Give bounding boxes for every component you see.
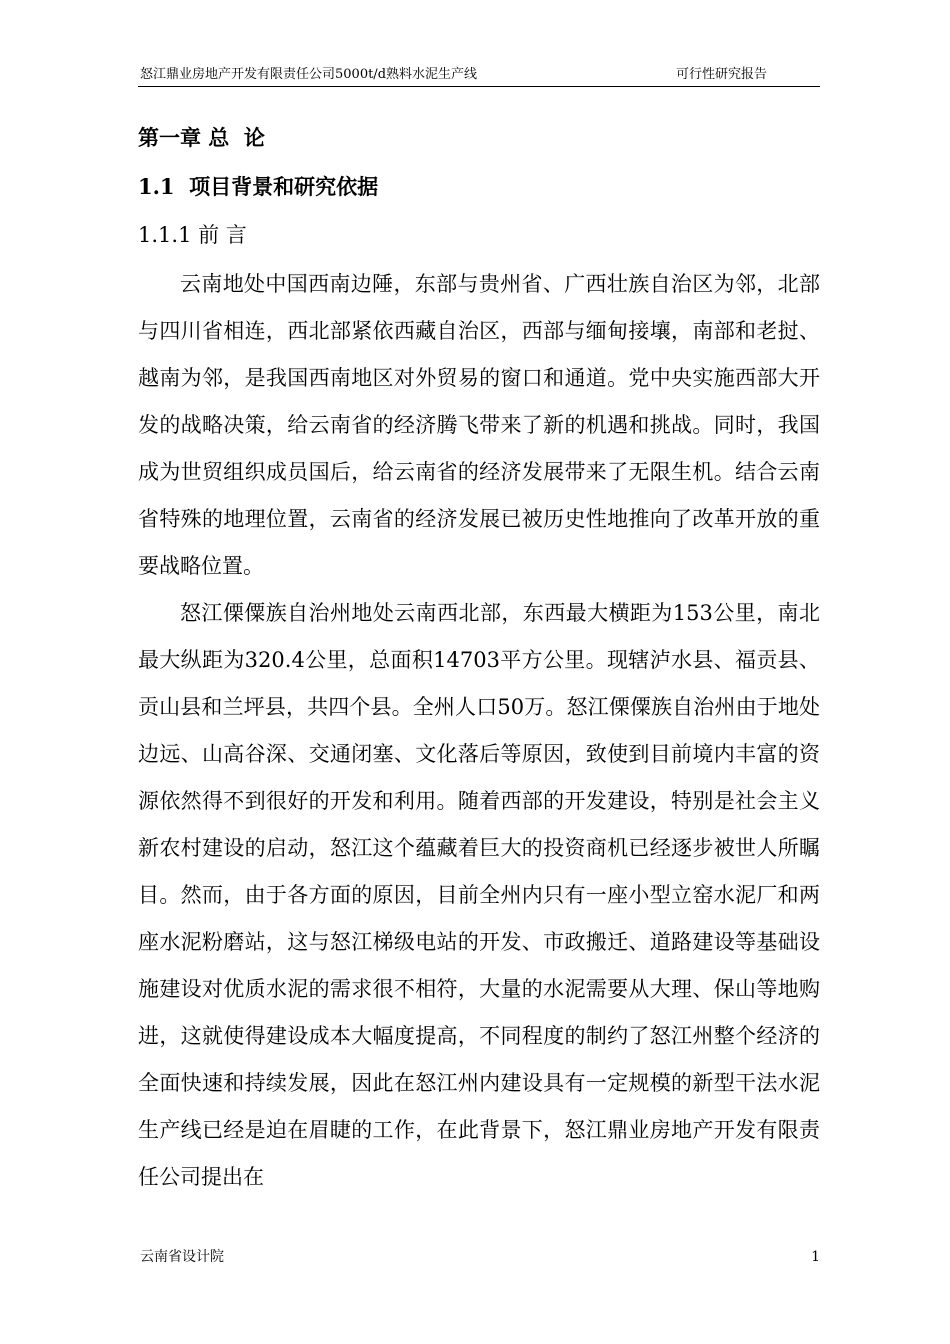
paragraph-nujiang-background: 怒江傈僳族自治州地处云南西北部，东西最大横距为153公里，南北最大纵距为320.4公里，总面积14703平方公里。现辖泸水县、福贡县、贡山县和兰坪县，共四个县。全州人口50万。怒江傈僳族自治州由于地处边远、山高谷深、交通闭塞、文化落后等原因，致使到目前境内丰富的资源依然得不到很好的开发和利用。随着西部的开发建设，特别是社会主义新农村建设的启动，怒江这个蕴藏着巨大的投资商机已经逐步被世人所瞩目。然而，由于各方面的原因，目前全州内只有一座小型立窑水泥厂和两座水泥粉磨站，这与怒江梯级电站的开发、市政搬迁、道路建设等基础设施建设对优质水泥的需求很不相符，大量的水泥需要从大理、保山等地购进，这就使得建设成本大幅度提高，不同程度的制约了怒江州整个经济的全面快速和持续发展，因此在怒江州内建设具有一定规模的新型干法水泥生产线已经是迫在眉睫的工作，在此背景下，怒江鼎业房地产开发有限责任公司提出在 — [138, 601, 820, 1189]
footer-organization: 云南省设计院 — [140, 1249, 224, 1265]
chapter-title: 第一章 总 论 — [138, 125, 265, 150]
page-body — [138, 118, 820, 1201]
page-number: 1 — [811, 1249, 820, 1265]
header-project-title: 怒江鼎业房地产开发有限责任公司5000t/d熟料水泥生产线 — [140, 67, 478, 82]
section-title: 1.1 项目背景和研究依据 — [138, 174, 379, 199]
header-report-type: 可行性研究报告 — [676, 67, 768, 82]
paragraph-yunnan-overview: 云南地处中国西南边陲，东部与贵州省、广西壮族自治区为邻，北部与四川省相连，西北部紧依西藏自治区，西部与缅甸接壤，南部和老挝、越南为邻，是我国西南地区对外贸易的窗口和通道。党中央实施西部大开发的战略决策，给云南省的经济腾飞带来了新的机遇和挑战。同时，我国成为世贸组织成员国后，给云南省的经济发展带来了无限生机。结合云南省特殊的地理位置，云南省的经济发展已被历史性地推向了改革开放的重要战略位置。 — [138, 272, 820, 578]
page-header — [138, 66, 820, 87]
subsection-title: 1.1.1 前 言 — [138, 223, 247, 247]
